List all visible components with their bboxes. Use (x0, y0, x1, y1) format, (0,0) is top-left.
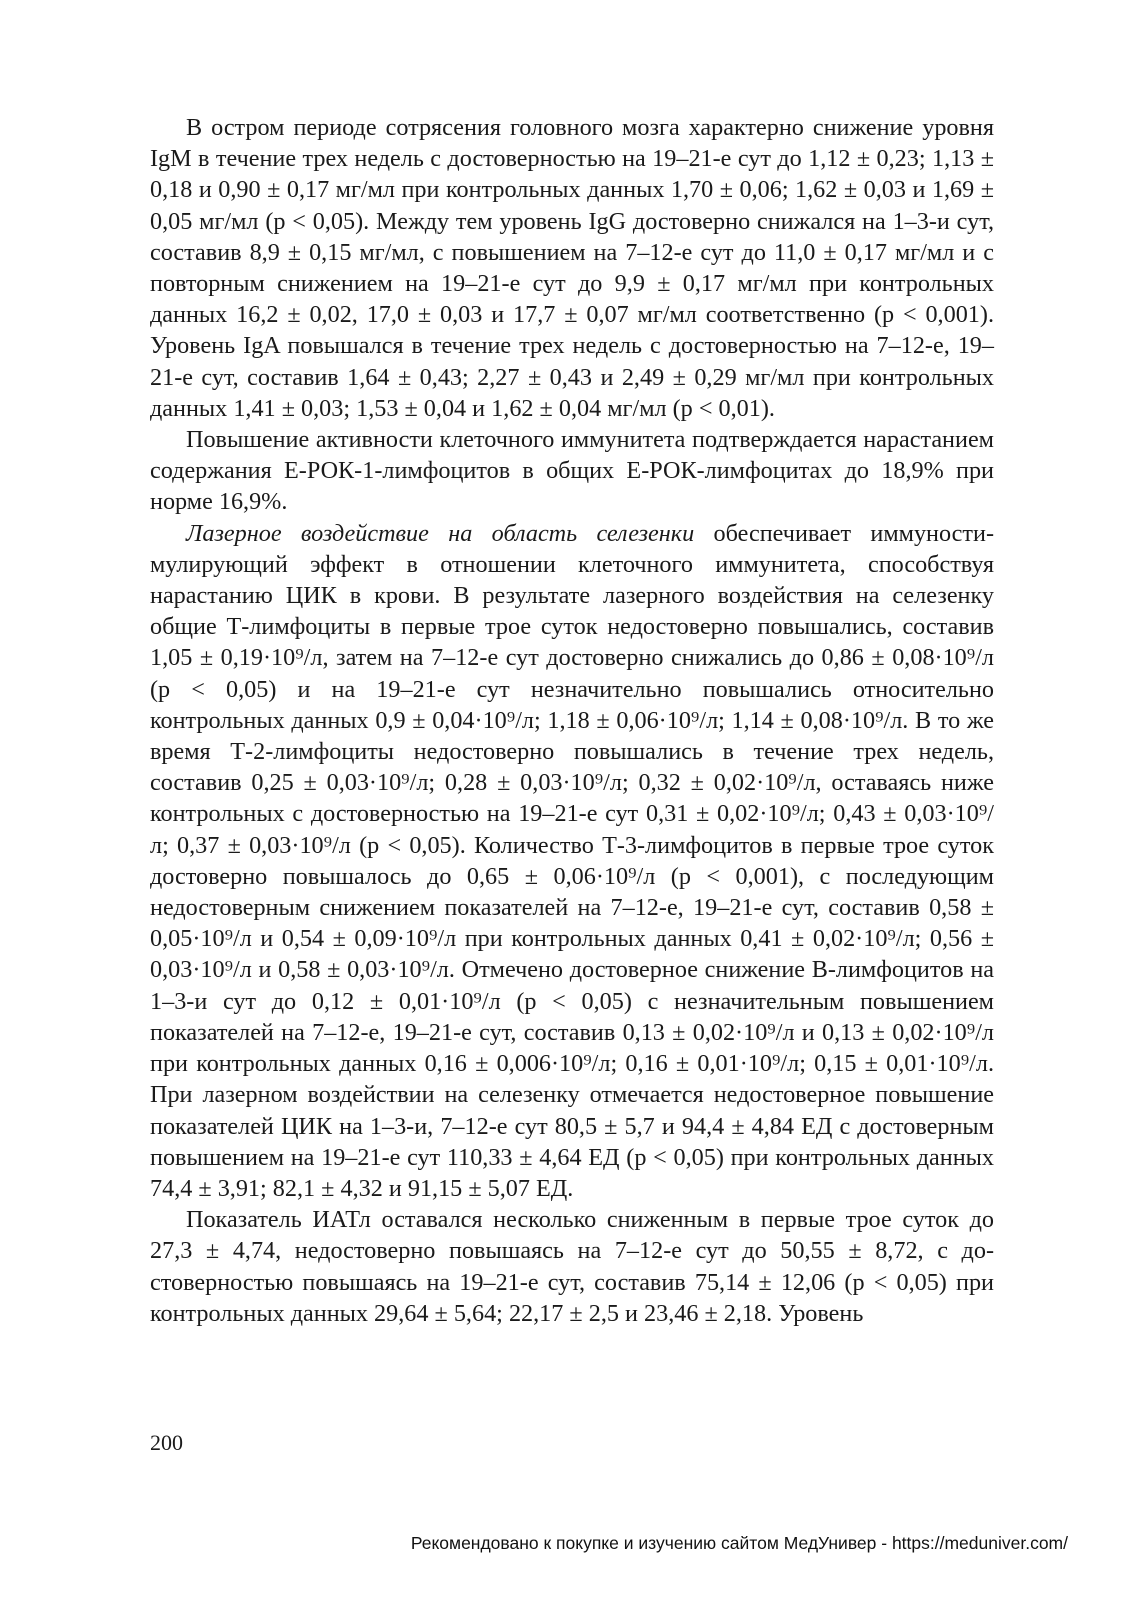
paragraph-concussion-immunoglobulins (150, 112, 994, 424)
paragraph-text: В остром периоде сотрясения головного мозга характерно снижение уровня IgM в течение трех недель с достоверностью на 19–21-е сут до 1,12 ± 0,23; 1,13 ± 0,18 и 0,90 ± 0,17 мг/мл при контрольных данных 1,70 ± 0,06; 1,62 ± 0,03 и 1,69 ± 0,05 мг/мл (p < 0,05). Между тем уровень IgG достоверно снижался на 1–3-и сут, составив 8,9 ± 0,15 мг/мл, с повышением на 7–12-е сут до 11,0 ± 0,17 мг/мл и с повторным снижением на 19–21-е сут до 9,9 ± 0,17 мг/мл при контрольных данных 16,2 ± 0,02, 17,0 ± 0,03 и 17,7 ± 0,07 мг/мл соответственно (p < 0,001). Уровень IgA повышался в течение трех недель с достоверностью на 7–12-е, 19–21-е сут, составив 1,64 ± 0,43; 2,27 ± 0,43 и 2,49 ± 0,29 мг/мл при контрольных данных 1,41 ± 0,03; 1,53 ± 0,04 и 1,62 ± 0,04 мг/мл (p < 0,01). (150, 114, 994, 422)
paragraph-iatl-index (150, 1204, 994, 1329)
paragraph-text: Повышение активности клеточного иммунитета подтверждается нарастанием содержания Е-РОК-1-лимфоцитов в общих Е-РОК-лимфоцитах до 18,9% при норме 16,9%. (150, 426, 994, 516)
footer-recommendation: Рекомендовано к покупке и изучению сайтом МедУнивер - https://meduniver.com/ (410, 1533, 1068, 1553)
body-text (150, 112, 994, 1329)
paragraph-cellular-immunity (150, 424, 994, 518)
italic-lead-phrase: Лазерное воздействие на область селезенки (186, 519, 695, 547)
paragraph-text: Показатель ИАТл оставался несколько сниженным в первые трое суток до 27,3 ± 4,74, недостоверно повышаясь на 7–12-е сут до 50,55 ± 8,72, с достоверностью повышаясь на 19–21-е сут, составив 75,14 ± 12,06 (p < 0,05) при контрольных данных 29,64 ± 5,64; 22,17 ± 2,5 и 23,46 ± 2,18. Уровень (150, 1206, 994, 1327)
paragraph-spleen-laser (150, 518, 994, 1204)
page-number: 200 (150, 1430, 183, 1455)
paragraph-text: обеспечивает иммуностимулирующий эффект в отношении клеточного иммунитета, способствуя нарастанию ЦИК в крови. В результате лазерного воздействия на селезенку общие Т-лимфоциты в первые трое суток недостоверно повышались, составив 1,05 ± 0,19·10⁹/л, затем на 7–12-е сут достоверно снижались до 0,86 ± 0,08·10⁹/л (p < 0,05) и на 19–21-е сут незначительно повышались относительно контрольных данных 0,9 ± 0,04·10⁹/л; 1,18 ± 0,06·10⁹/л; 1,14 ± 0,08·10⁹/л. В то же время Т-2-лимфоциты недостоверно повышались в течение трех недель, составив 0,25 ± 0,03·10⁹/л; 0,28 ± 0,03·10⁹/л; 0,32 ± 0,02·10⁹/л, оставаясь ниже контрольных с достоверностью на 19–21-е сут 0,31 ± 0,02·10⁹/л; 0,43 ± 0,03·10⁹/л; 0,37 ± 0,03·10⁹/л (p < 0,05). Количество Т-3-лимфоцитов в первые трое суток достоверно повышалось до 0,65 ± 0,06·10⁹/л (p < 0,001), с последующим недостоверным снижением показателей на 7–12-е, 19–21-е сут, составив 0,58 ± 0,05·10⁹/л и 0,54 ± 0,09·10⁹/л при контрольных данных 0,41 ± 0,02·10⁹/л; 0,56 ± 0,03·10⁹/л и 0,58 ± 0,03·10⁹/л. Отмечено достоверное снижение В-лимфоцитов на 1–3-и сут до 0,12 ± 0,01·10⁹/л (p < 0,05) с незначительным повышением показателей на 7–12-е, 19–21-е сут, составив 0,13 ± 0,02·10⁹/л и 0,13 ± 0,02·10⁹/л при контрольных данных 0,16 ± 0,006·10⁹/л; 0,16 ± 0,01·10⁹/л; 0,15 ± 0,01·10⁹/л. При лазерном воздействии на селезенку отмечается недостоверное повышение показателей ЦИК на 1–3-и, 7–12-е сут 80,5 ± 5,7 и 94,4 ± 4,84 ЕД с достоверным повышением на 19–21-е сут 110,33 ± 4,64 ЕД (p < 0,05) при контрольных данных 74,4 ± 3,91; 82,1 ± 4,32 и 91,15 ± 5,07 ЕД. (150, 519, 994, 1202)
